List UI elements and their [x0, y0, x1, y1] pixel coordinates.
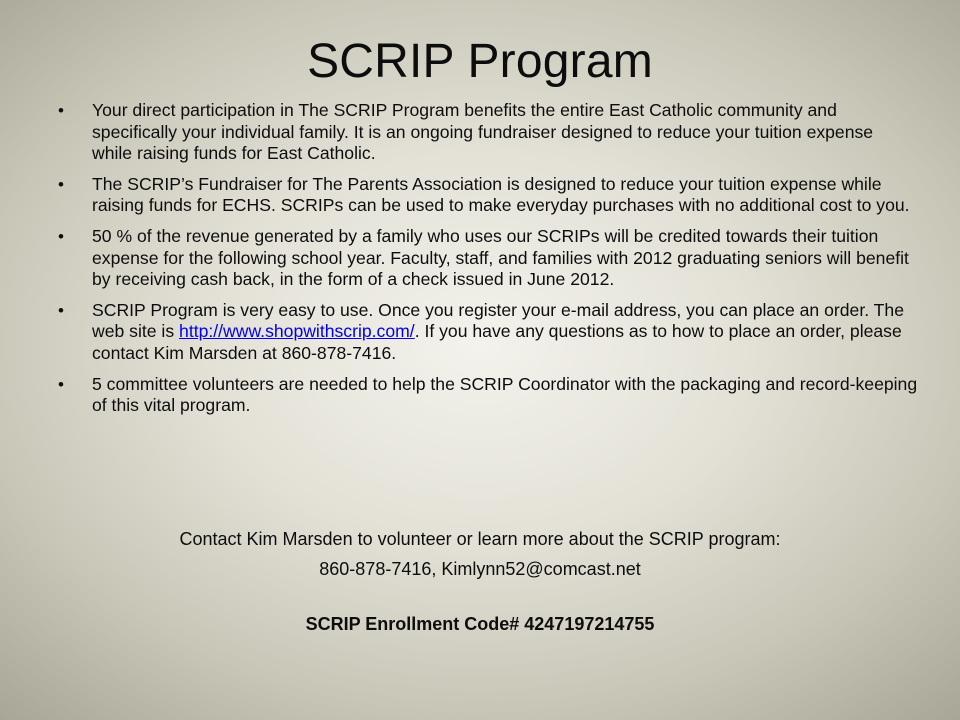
shopwithscrip-link[interactable]: http://www.shopwithscrip.com/	[179, 321, 415, 342]
bullet-text-before-link: SCRIP Program is very easy to use. Once you register your e-mail address, you can place an order. The web site is	[92, 299, 904, 342]
bullet-text: Your direct participation in The SCRIP Program benefits the entire East Catholic community and specifically your individual family. It is an ongoing fundraiser designed to reduce your tuition expense while raising funds for East Catholic.	[92, 100, 874, 164]
bullet-text-after-link: . If you have any questions as to how to place an order, please contact Kim Marsden at 860-878-7416.	[92, 321, 902, 363]
bullet-item-fundraiser	[58, 174, 918, 217]
bullet-list	[58, 100, 918, 426]
bullet-text: The SCRIP’s Fundraiser for The Parents Association is designed to reduce your tuition expense while raising funds for ECHS. SCRIPs can be used to make everyday purchases with no additional cost to you.	[92, 173, 910, 216]
enrollment-code: SCRIP Enrollment Code# 4247197214755	[305, 614, 655, 634]
bullet-item-volunteers	[58, 374, 918, 417]
contact-line-2: 860-878-7416, Kimlynn52@comcast.net	[319, 559, 641, 579]
bullet-item-revenue	[58, 226, 918, 291]
bullet-dot-icon: •	[58, 101, 64, 120]
bullet-dot-icon: •	[58, 226, 64, 246]
contact-block	[0, 524, 960, 584]
bullet-item-participation	[58, 100, 918, 165]
contact-line-1: Contact Kim Marsden to volunteer or learn more about the SCRIP program:	[179, 529, 781, 549]
bullet-item-easy-to-use	[58, 300, 918, 365]
bullet-dot-icon: •	[58, 300, 64, 320]
bullet-text: 50 % of the revenue generated by a family who uses our SCRIPs will be credited towards their tuition expense for the following school year. Faculty, staff, and families with 2012 graduating seniors will benefit by receiving cash back, in the form of a check issued in June 2012.	[92, 225, 909, 290]
bullet-dot-icon: •	[58, 374, 64, 394]
slide-title: SCRIP Program	[307, 35, 653, 88]
bullet-dot-icon: •	[58, 174, 64, 194]
bullet-text: 5 committee volunteers are needed to help the SCRIP Coordinator with the packaging and record-keeping of this vital program.	[92, 373, 918, 416]
